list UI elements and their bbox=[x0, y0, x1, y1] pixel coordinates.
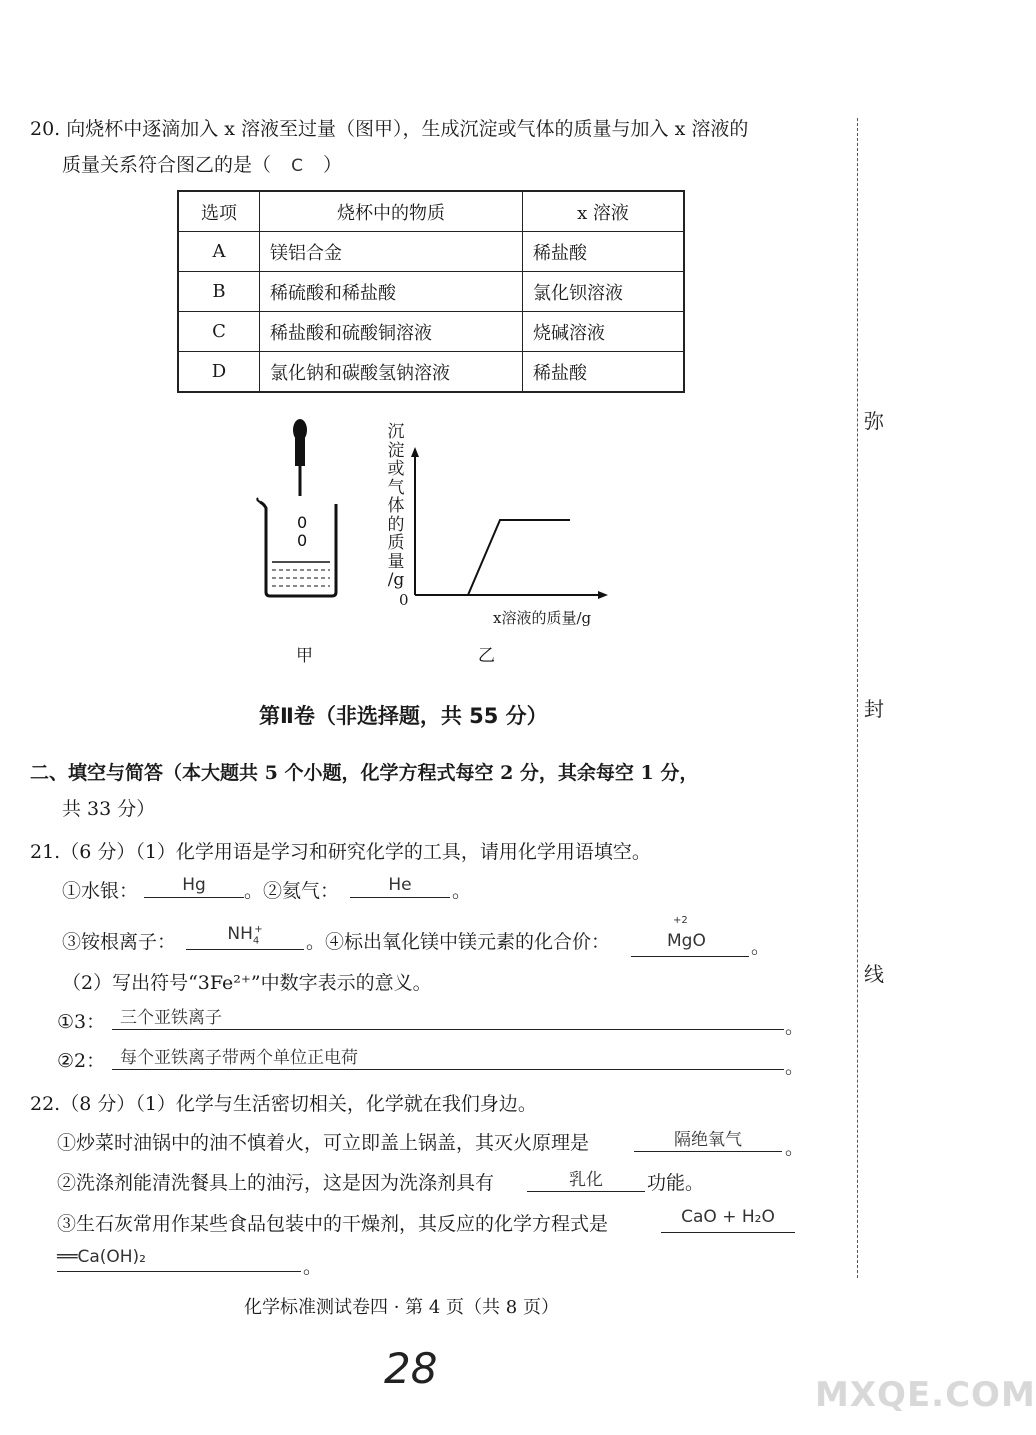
q20-line2 bbox=[62, 150, 342, 177]
q21-mgo-label: 。④标出氧化镁中镁元素的化合价： bbox=[306, 931, 611, 953]
table-header: 选项 bbox=[178, 191, 260, 232]
answer-text: 乳化 bbox=[569, 1170, 603, 1190]
answer-text: 每个亚铁离子带两个单位正电荷 bbox=[120, 1048, 358, 1068]
q21-period4: 。 bbox=[785, 1056, 805, 1078]
y-label-char: /g bbox=[387, 570, 405, 590]
table-cell: 氯化钡溶液 bbox=[523, 272, 685, 312]
q21-part2: （2）写出符号“3Fe²⁺”中数字表示的意义。 bbox=[62, 972, 432, 994]
beaker-mark: 0 bbox=[297, 531, 308, 550]
graph-svg bbox=[405, 445, 610, 610]
graph-origin: 0 bbox=[399, 591, 409, 609]
mgo-charge: +2 bbox=[673, 915, 688, 926]
answer-text: ══Ca(OH)₂ bbox=[57, 1247, 147, 1267]
part2-line1 bbox=[30, 758, 698, 785]
watermark: MXQE.COM bbox=[815, 1375, 1036, 1415]
table-cell: B bbox=[178, 272, 260, 312]
table-cell: 镁铝合金 bbox=[260, 232, 523, 272]
fig-jia-label: 甲 bbox=[296, 646, 313, 666]
q22-head: 22.（8 分）（1）化学与生活密切相关，化学就在我们身边。 bbox=[30, 1093, 537, 1115]
table-row bbox=[178, 272, 684, 312]
y-axis-arrow bbox=[411, 447, 419, 457]
q21-mgo-answer bbox=[631, 915, 749, 957]
q21-mercury-answer bbox=[144, 873, 244, 898]
answer-text: CaO + H₂O bbox=[681, 1207, 775, 1227]
q21-period2: 。 bbox=[751, 936, 771, 958]
q22-item2-suffix: 功能。 bbox=[647, 1172, 705, 1194]
answer-text: 隔绝氧气 bbox=[674, 1130, 742, 1150]
q21-period3: 。 bbox=[785, 1016, 805, 1038]
graph-curve bbox=[415, 520, 570, 595]
answer-text: Hg bbox=[182, 875, 206, 895]
table-header: x 溶液 bbox=[523, 191, 685, 232]
options-table bbox=[177, 190, 685, 393]
seal-char-2: 封 bbox=[864, 697, 884, 721]
q21-meaning3-label: ①3： bbox=[57, 1011, 106, 1033]
q20-answer: C bbox=[291, 156, 303, 176]
y-label-char: 或 bbox=[387, 459, 405, 479]
y-label-char: 质 bbox=[387, 533, 405, 553]
section-title: 第Ⅱ卷（非选择题，共 55 分） bbox=[259, 704, 548, 728]
q22-item2: ②洗涤剂能清洗餐具上的油污，这是因为洗涤剂具有 bbox=[57, 1172, 495, 1194]
table-row bbox=[178, 312, 684, 352]
y-label-char: 体 bbox=[387, 496, 405, 516]
nh-sup: + bbox=[254, 924, 263, 936]
q22-item1-answer bbox=[634, 1125, 782, 1152]
q21-head: 21.（6 分）（1）化学用语是学习和研究化学的工具，请用化学用语填空。 bbox=[30, 841, 651, 863]
q21-meaning2-answer bbox=[112, 1043, 784, 1070]
q21-meaning2-label: ②2： bbox=[57, 1050, 106, 1072]
q20-line1: 20. 向烧杯中逐滴加入 x 溶液至过量（图甲），生成沉淀或气体的质量与加入 x 溶液的 bbox=[30, 118, 749, 140]
graph-x-label: x溶液的质量/g bbox=[493, 609, 592, 627]
q22-item3: ③生石灰常用作某些食品包装中的干燥剂，其反应的化学方程式是 bbox=[57, 1213, 609, 1235]
y-label-char: 沉 bbox=[387, 422, 405, 442]
table-header: 烧杯中的物质 bbox=[260, 191, 523, 232]
table-header-row bbox=[178, 191, 684, 232]
q21-ammonium-answer bbox=[186, 922, 304, 950]
table-cell: D bbox=[178, 352, 260, 393]
page-footer: 化学标准测试卷四 · 第 4 页（共 8 页） bbox=[244, 1297, 559, 1318]
q21-helium-answer bbox=[350, 873, 450, 898]
table-cell: 稀盐酸 bbox=[523, 352, 685, 393]
q22-item1: ①炒菜时油锅中的油不慎着火，可立即盖上锅盖，其灭火原理是 bbox=[57, 1132, 590, 1154]
answer-text bbox=[227, 924, 263, 947]
y-label-char: 气 bbox=[387, 477, 405, 498]
beaker-mark: 0 bbox=[297, 513, 308, 532]
q22-item2-answer bbox=[527, 1165, 645, 1192]
q21-ammonium-label: ③铵根离子： bbox=[62, 931, 177, 953]
part2-heading: 二、填空与简答（本大题共 5 个小题，化学方程式每空 2 分，其余每空 1 分， bbox=[30, 762, 699, 784]
q21-meaning3-answer bbox=[112, 1003, 784, 1030]
q21-mercury-label: ①水银： bbox=[62, 880, 139, 902]
table-row bbox=[178, 352, 684, 393]
graph-y-label bbox=[385, 423, 407, 590]
part2-line2: 共 33 分） bbox=[62, 798, 156, 820]
fig-yi-label: 乙 bbox=[478, 646, 495, 666]
y-label-char: 量 bbox=[387, 551, 405, 572]
dropper-beaker-figure bbox=[250, 412, 360, 607]
table-cell: 稀盐酸 bbox=[523, 232, 685, 272]
table-cell: 烧碱溶液 bbox=[523, 312, 685, 352]
seal-line bbox=[857, 118, 858, 1278]
q20-line2-prefix: 质量关系符合图乙的是（ bbox=[62, 154, 272, 176]
table-row bbox=[178, 232, 684, 272]
answer-text: MgO bbox=[667, 931, 706, 951]
q22-item3-answer-line2 bbox=[57, 1245, 301, 1272]
q20-line2-suffix: ） bbox=[322, 154, 342, 176]
x-axis-arrow bbox=[598, 591, 608, 599]
table-cell: C bbox=[178, 312, 260, 352]
seal-char-1: 弥 bbox=[864, 409, 884, 433]
q22-item3-answer bbox=[661, 1205, 795, 1233]
seal-char-3: 线 bbox=[864, 962, 884, 986]
y-label-char: 的 bbox=[387, 514, 405, 535]
nh-sub: 4 bbox=[252, 935, 260, 947]
table-cell: 稀硫酸和稀盐酸 bbox=[260, 272, 523, 312]
q22-period1: 。 bbox=[785, 1137, 805, 1159]
dropper-icon bbox=[293, 419, 307, 496]
answer-text: 三个亚铁离子 bbox=[120, 1008, 222, 1028]
table-cell: 稀盐酸和硫酸铜溶液 bbox=[260, 312, 523, 352]
q22-period3: 。 bbox=[303, 1256, 323, 1278]
handwritten-page-number: 28 bbox=[384, 1344, 438, 1393]
answer-text: He bbox=[388, 875, 412, 895]
q21-period: 。 bbox=[452, 880, 472, 902]
table-cell: 氯化钠和碳酸氢钠溶液 bbox=[260, 352, 523, 393]
y-label-char: 淀 bbox=[387, 440, 405, 461]
nh-base: NH bbox=[227, 924, 253, 944]
table-cell: A bbox=[178, 232, 260, 272]
q21-helium-label: 。②氦气： bbox=[244, 880, 340, 902]
